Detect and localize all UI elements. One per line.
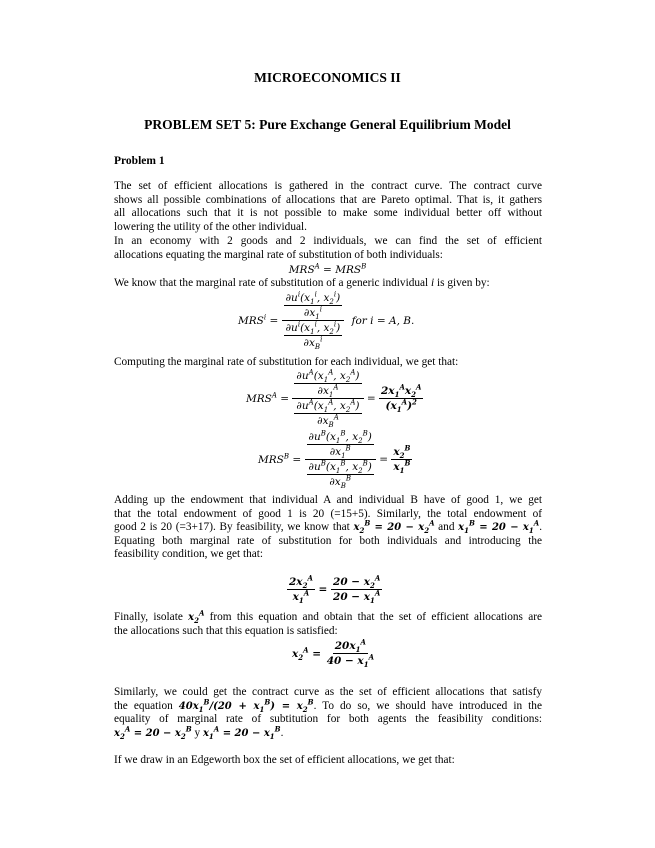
text-line: If we draw in an Edgeworth box the set of efficient allocations, we get that: <box>114 754 455 766</box>
math-var: i <box>431 277 435 289</box>
text-line: Finally, isolate $x_2^A$ from this equation and obtain that the set of efficient allocations are <box>114 608 542 625</box>
equation-tail: for i = A, B. <box>351 314 415 327</box>
text-line: The set of efficient allocations is gathered in the contract curve. The contract curve <box>114 180 542 192</box>
equation-equating: $\frac{2x_2^A}{x_1^A}$ = $\frac{20 - x_2^A}{20 - x_1^A}$ <box>289 573 381 606</box>
text-segment: good 2 is 20 (=3+17). By feasibility, we know that <box>114 521 354 534</box>
text-segment: Finally, isolate <box>114 611 189 623</box>
text-line: equality of marginal rate of subtitution for both agents the feasibility conditions: <box>114 713 542 726</box>
paragraph-isolate <box>114 608 542 638</box>
text-line: that the total endowment of good 1 is 20 (=15+5). Similarly, the total endowment of <box>114 507 542 520</box>
paragraph-contract-curve <box>114 180 542 234</box>
problem-set-title: PROBLEM SET 5: Pure Exchange General Equilibrium Model <box>144 117 511 132</box>
text-line: good 2 is 20 (=3+17). By feasibility, we know that $x_2^B = 20 - x_2^A$ and $x_1^B = 20 - x_1^A$. <box>114 518 543 536</box>
text-line: allocations equating the marginal rate of substitution of both individuals: <box>114 248 443 261</box>
paragraph-endowment <box>114 494 542 562</box>
equation-mrs-a: $MRS^A$ = $\frac{\frac{\partial u^A(x_1^A, x_2^A)}{\partial x_1^A}}{\frac{\partial u^A(x_1^A, x_2^A)}{\partial x_B^A}}$ = $\frac{2x_1^Ax_2^A}{(x_1^A)^2}$ <box>246 368 422 430</box>
text-line: Computing the marginal rate of substitution for each individual, we get that: <box>114 356 459 368</box>
equation-mrs-b: $MRS^B$ = $\frac{\frac{\partial u^B(x_1^B, x_2^B)}{\partial x_1^B}}{\frac{\partial u^B(x_1^B, x_2^B)}{\partial x_B^B}}$ = $\frac{x_2^B}{x_1^B}$ <box>258 429 411 491</box>
paragraph-alternative <box>114 686 542 740</box>
text-line: Similarly, we could get the contract curve as the set of efficient allocations that satisfy <box>114 686 542 698</box>
text-segment: y <box>191 726 203 739</box>
text-line: lowering the utility of the other individual. <box>114 220 307 233</box>
problem-heading: Problem 1 <box>114 155 165 167</box>
paragraph-two-goods <box>114 235 542 262</box>
text-segment: . To do so, we should have introduced in the <box>313 699 542 712</box>
paragraph-edgeworth <box>114 754 542 768</box>
text-line: In an economy with 2 goods and 2 individuals, we can find the set of efficient <box>114 235 542 247</box>
text-segment: from this equation and obtain that the set of efficient allocations are <box>204 611 542 623</box>
equation-generic-mrs: MRS$^i$ = $\frac{\frac{\partial u^i(x_1^i, x_2^i)}{\partial x_1^i}}{\frac{\partial u^i(x_1^i, x_2^i)}{\partial x_B^i}}$ for i = A, B. <box>238 290 415 352</box>
equation-render: $MRS^A = MRS^B$ <box>288 262 367 276</box>
text-line: Adding up the endowment that individual A and individual B have of good 1, we get <box>114 494 542 506</box>
course-title: MICROECONOMICS II <box>254 70 401 85</box>
text-line: the allocations such that this equation is satisfied: <box>114 624 338 637</box>
paragraph-generic-mrs <box>114 277 542 291</box>
text-line: all allocations such that it is not possible to make some individual better off without <box>114 207 542 220</box>
text-segment: and <box>434 521 459 534</box>
text-line: $x_2^A = 20 - x_2^B$ y $x_1^A = 20 - x_1^B$. <box>114 724 284 741</box>
text-segment: the equation <box>114 699 179 712</box>
text-line: shows all possible combinations of allocations that are Pareto optimal. That is, it gathers <box>114 193 542 206</box>
text-line: the equation $40x_1^B/(20 + x_1^B) = x_2^B$. To do so, we should have introduced in the <box>114 697 542 714</box>
text-line <box>114 277 542 291</box>
text-line: feasibility condition, we get that: <box>114 548 264 561</box>
equation-contract-curve: $x_2^A$ = $\frac{20x_1^A}{40 - x_1^A}$ <box>292 637 374 670</box>
text-segment: We know that the marginal rate of substitution of a generic individual <box>114 277 431 289</box>
text-line: Equating both marginal rate of substitution for both individuals and introducing the <box>114 534 542 547</box>
text-segment: is given by: <box>434 277 490 289</box>
fraction: $\frac{\frac{\partial u^i(x_1^i, x_2^i)}{\partial x_1^i}}{\frac{\partial u^i(x_1^i, x_2^i)}{\partial x_B^i}}$ <box>282 292 345 349</box>
equation-mrs-equal <box>0 264 655 276</box>
